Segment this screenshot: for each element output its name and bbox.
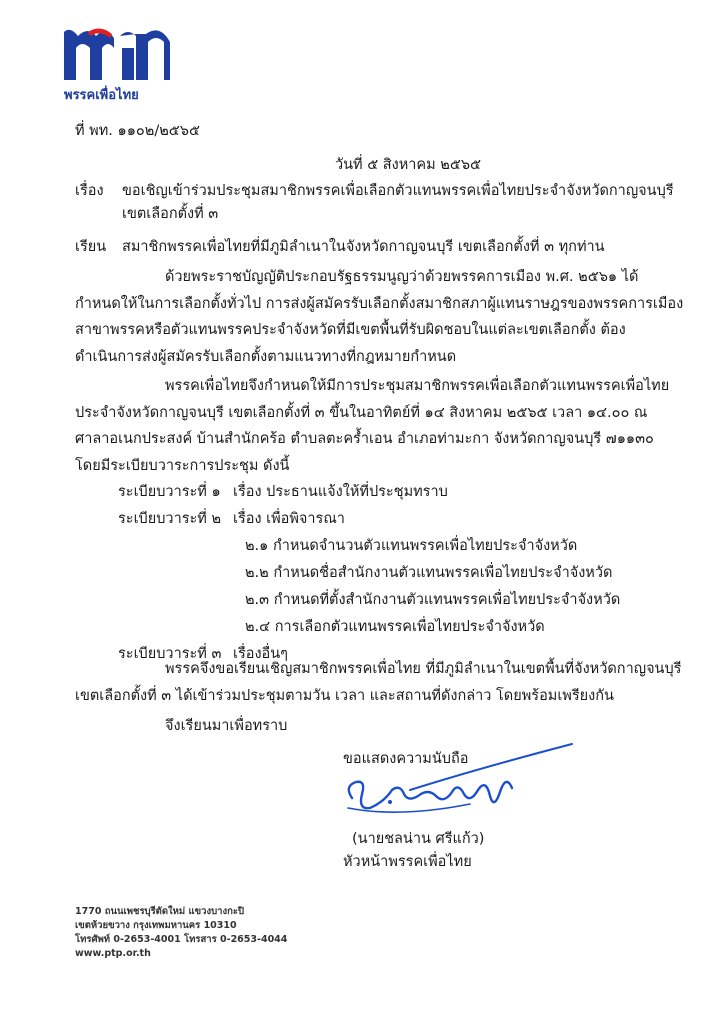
paragraph-2-line: ประจำจังหวัดกาญจนบุรี เขตเลือกตั้งที่ ๓ ขึ้นในอาทิตย์ที่ ๑๔ สิงหาคม ๒๕๖๕ เวลา ๑๔.๐๐ ณ <box>75 404 648 421</box>
agenda-sub-item: ๒.๒ กำหนดชื่อสำนักงานตัวแทนพรรคเพื่อไทยประจำจังหวัด <box>245 565 613 581</box>
footer-phone-fax: โทรศัพท์ 0-2653-4001 โทรสาร 0-2653-4044 <box>75 934 288 945</box>
paragraph-2 <box>75 373 670 479</box>
paragraph-2-line: พรรคเพื่อไทยจึงกำหนดให้มีการประชุมสมาชิกพรรคเพื่อเลือกตัวแทนพรรคเพื่อไทย <box>165 378 670 394</box>
closing-line: จึงเรียนมาเพื่อทราบ <box>165 718 288 734</box>
party-name: พรรคเพื่อไทย <box>64 87 139 102</box>
agenda-sub-item: ๒.๔ การเลือกตัวแทนพรรคเพื่อไทยประจำจังหวัด <box>245 619 545 635</box>
logo-mark-icon <box>60 28 172 86</box>
footer-address-line-1: 1770 ถนนเพชรบุรีตัดใหม่ แขวงบางกะปิ <box>75 906 244 917</box>
paragraph-1-line: สาขาพรรคหรือตัวแทนพรรคประจำจังหวัดที่มีเขตพื้นที่รับผิดชอบในแต่ละเขตเลือกตั้ง ต้อง <box>75 322 626 338</box>
agenda-item-3-label: ระเบียบวาระที่ ๓ <box>118 646 222 662</box>
agenda-sub-item: ๒.๓ กำหนดที่ตั้งสำนักงานตัวแทนพรรคเพื่อไทยประจำจังหวัด <box>245 592 621 608</box>
document-reference: ที่ พท. ๑๑๐๒/๒๕๖๕ <box>75 123 200 139</box>
recipient-label: เรียน <box>75 239 107 255</box>
signature-closing: ขอแสดงความนับถือ <box>343 751 469 767</box>
paragraph-1-line: ดำเนินการส่งผู้สมัครรับเลือกตั้งตามแนวทางที่กฎหมายกำหนด <box>75 348 457 365</box>
handwritten-signature <box>340 738 580 824</box>
paragraph-3 <box>75 656 682 709</box>
subject-line-2: เขตเลือกตั้งที่ ๓ <box>122 206 219 222</box>
agenda-item-1-text: เรื่อง ประธานแจ้งให้ที่ประชุมทราบ <box>233 484 448 500</box>
paragraph-1 <box>75 264 684 370</box>
agenda-item-2-text: เรื่อง เพื่อพิจารณา <box>233 511 345 527</box>
footer-website: www.ptp.or.th <box>75 948 151 959</box>
paragraph-3-line: พรรคจึงขอเรียนเชิญสมาชิกพรรคเพื่อไทย ที่มีภูมิลำเนาในเขตพื้นที่จังหวัดกาญจนบุรี <box>165 661 682 677</box>
recipient-text: สมาชิกพรรคเพื่อไทยที่มีภูมิลำเนาในจังหวัดกาญจนบุรี เขตเลือกตั้งที่ ๓ ทุกท่าน <box>122 239 605 255</box>
agenda-item-2-label: ระเบียบวาระที่ ๒ <box>118 511 222 527</box>
agenda-item-1-label: ระเบียบวาระที่ ๑ <box>118 484 221 500</box>
paragraph-2-line: โดยมีระเบียบวาระการประชุม ดังนี้ <box>75 457 290 474</box>
paragraph-1-line: ด้วยพระราชบัญญัติประกอบรัฐธรรมนูญว่าด้วยพรรคการเมือง พ.ศ. ๒๕๖๑ ได้ <box>165 269 639 285</box>
agenda-item-3-text: เรื่องอื่นๆ <box>233 646 288 662</box>
agenda-sub-item: ๒.๑ กำหนดจำนวนตัวแทนพรรคเพื่อไทยประจำจังหวัด <box>245 538 578 554</box>
footer-address-line-2: เขตห้วยขวาง กรุงเทพมหานคร 10310 <box>75 920 237 931</box>
paragraph-2-line: ศาลาอเนกประสงค์ บ้านสำนักคร้อ ตำบลตะคร้ำเอน อำเภอท่ามะกา จังหวัดกาญจนบุรี ๗๑๑๓๐ <box>75 431 654 447</box>
subject-label: เรื่อง <box>75 183 104 199</box>
signatory-title: หัวหน้าพรรคเพื่อไทย <box>343 854 472 870</box>
signatory-name: (นายชลน่าน ศรีแก้ว) <box>352 831 485 847</box>
document-date: วันที่ ๕ สิงหาคม ๒๕๖๕ <box>335 157 482 173</box>
paragraph-1-line: กำหนดให้ในการเลือกตั้งทั่วไป การส่งผู้สมัครรับเลือกตั้งสมาชิกสภาผู้แทนราษฎรของพรรคการเมือง <box>75 295 684 312</box>
subject-line-1: ขอเชิญเข้าร่วมประชุมสมาชิกพรรคเพื่อเลือกตัวแทนพรรคเพื่อไทยประจำจังหวัดกาญจนบุรี <box>122 183 674 199</box>
paragraph-3-line: เขตเลือกตั้งที่ ๓ ได้เข้าร่วมประชุมตามวัน เวลา และสถานที่ดังกล่าว โดยพร้อมเพรียงกัน <box>75 687 614 704</box>
